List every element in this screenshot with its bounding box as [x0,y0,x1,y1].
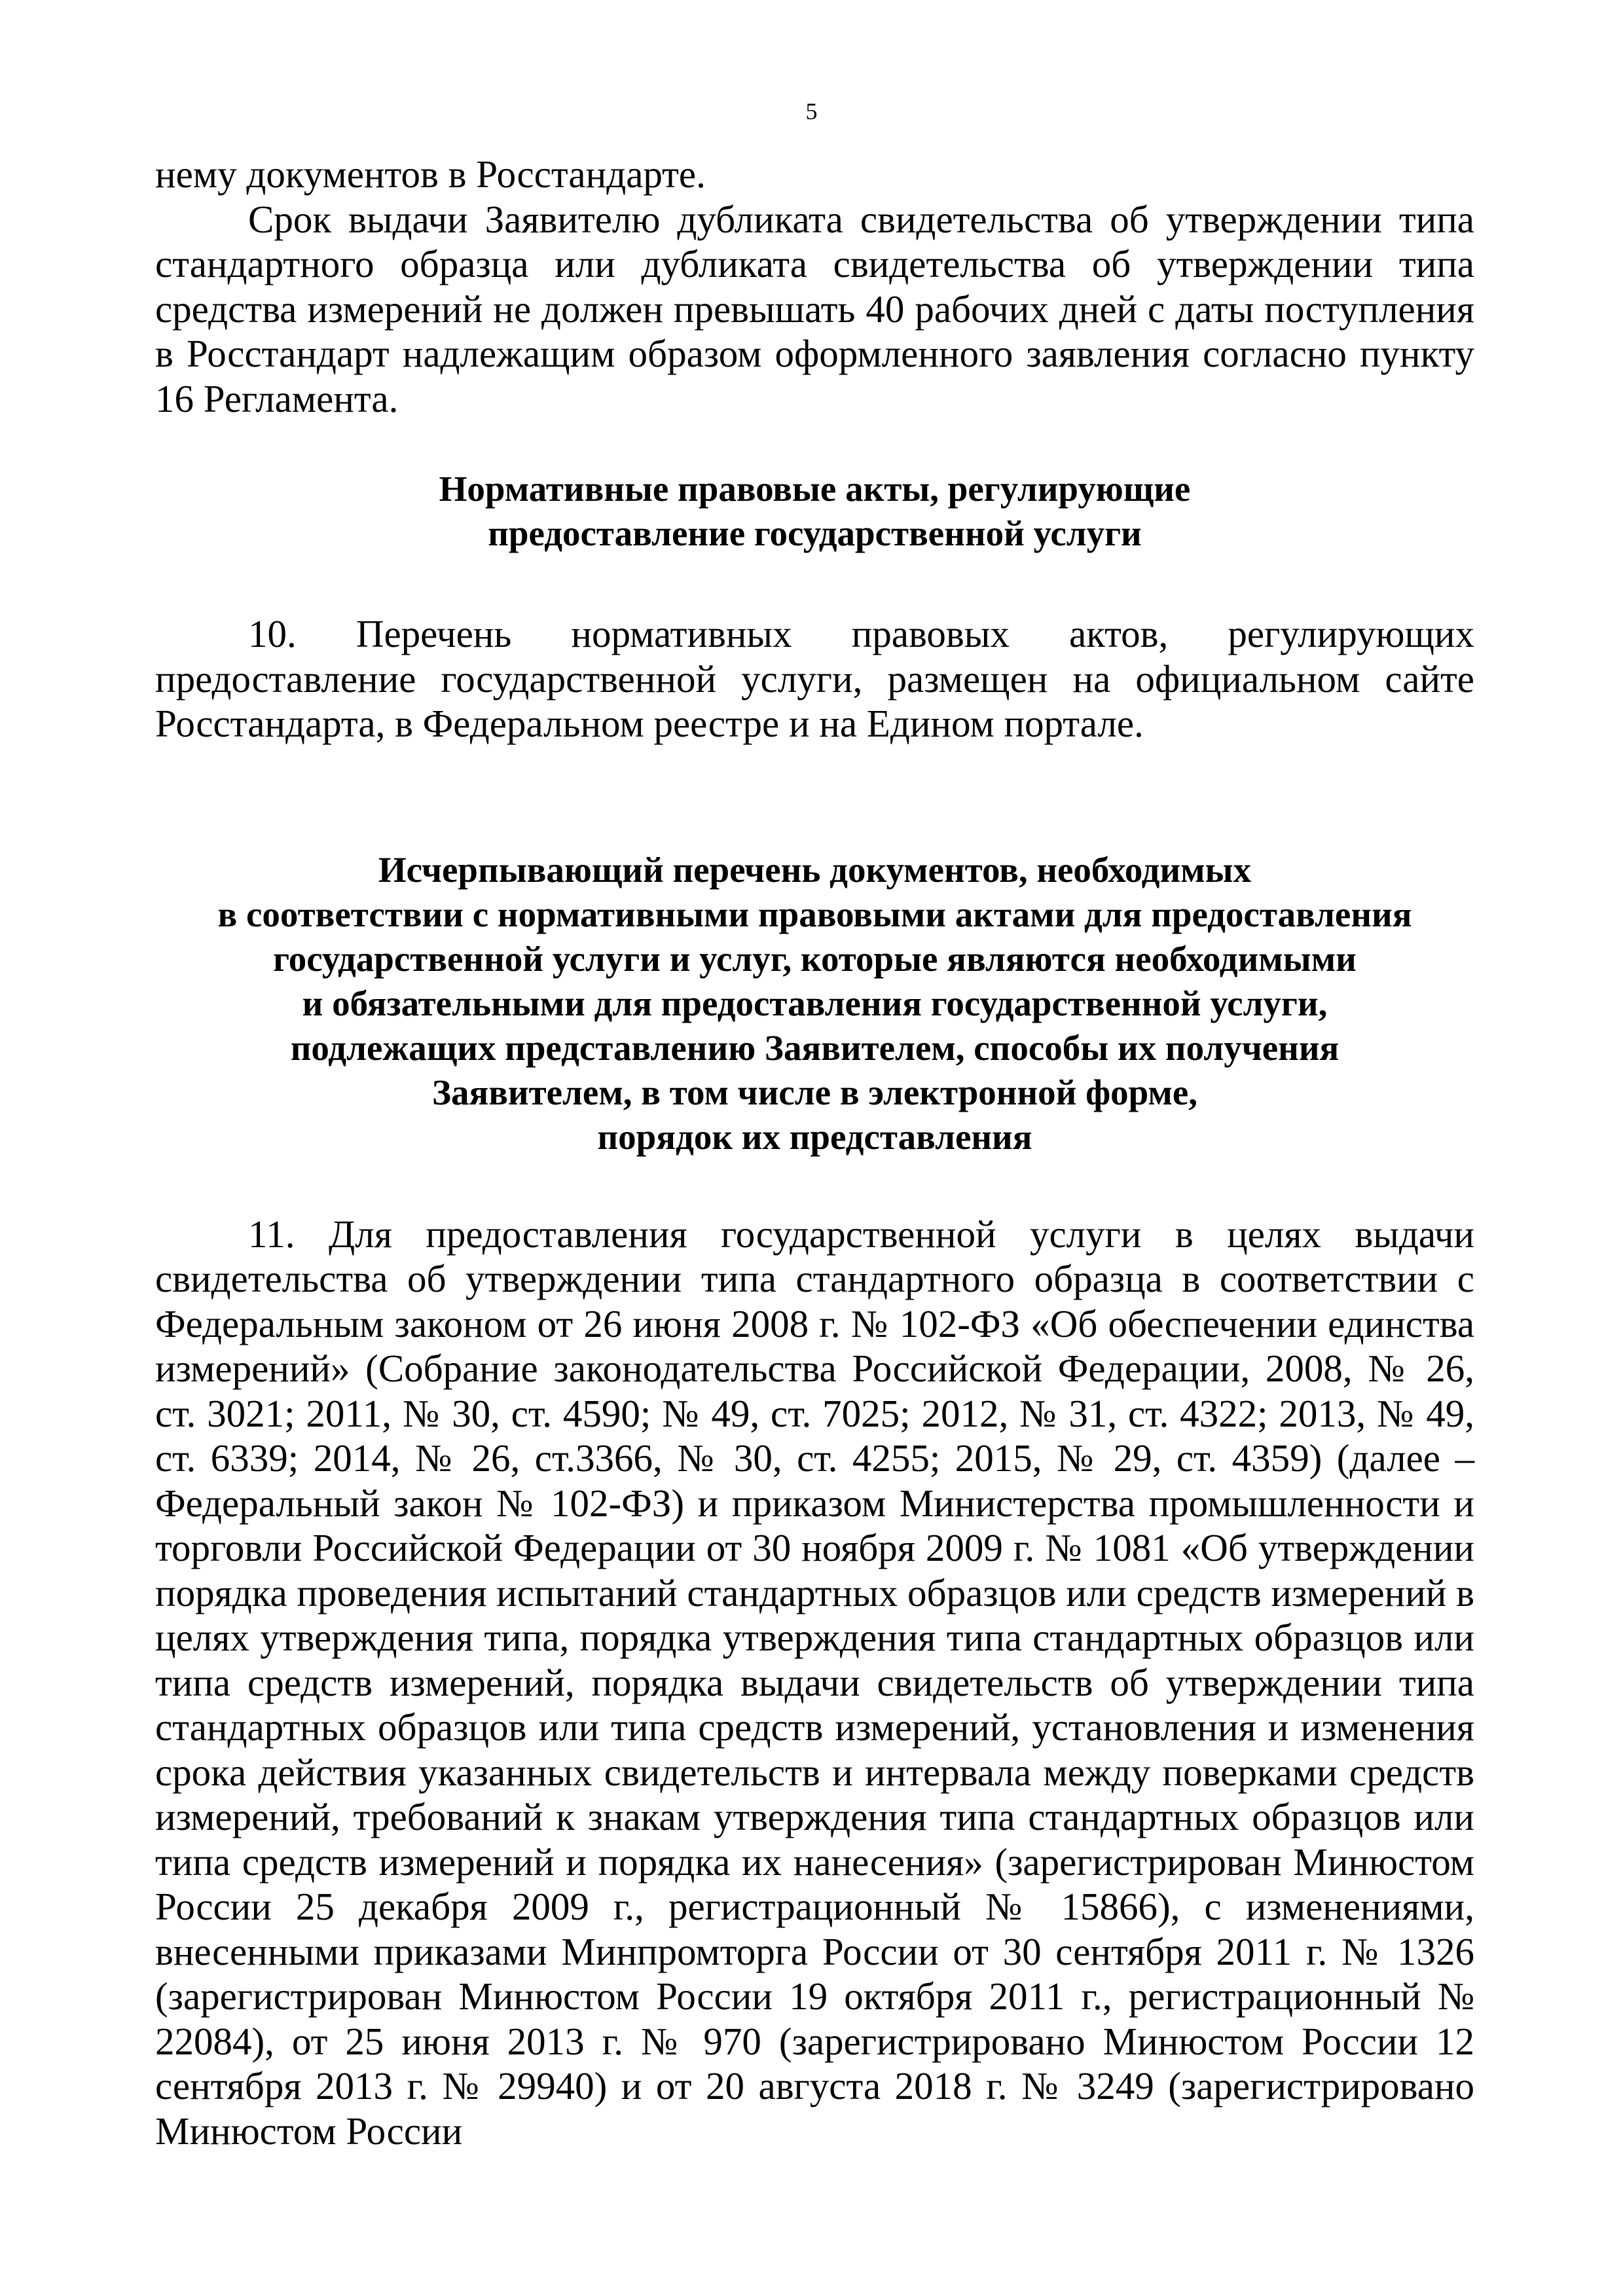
intro-continuation: нему документов в Росстандарте. [155,153,706,196]
heading-line: порядок их представления [597,1116,1032,1157]
heading-line: и обязательными для предоставления государственной услуги, [302,983,1328,1023]
heading-line: государственной услуги и услуг, которые являются необходимыми [273,938,1357,979]
paragraph-10: 10. Перечень нормативных правовых актов, регулирующих предоставление государственной услуги, размещен на официальном сайте Росстандарта, в Федеральном реестре и на Едином портале. [155,612,1474,745]
heading-line: в соответствии с нормативными правовыми актами для предоставления [217,894,1412,934]
heading-line: предоставление государственной услуги [488,513,1142,553]
document-body [155,152,1474,2153]
paragraph-11: 11. Для предоставления государственной услуги в целях выдачи свидетельства об утверждении типа стандартного образца в соответствии с Федеральным законом от 26 июня 2008 г. № 102-ФЗ «Об обеспечении единства измерений» (Собрание законодательства Российской Федерации, 2008, № 26, ст. 3021; 2011, № 30, ст. 4590; № 49, ст. 7025; 2012, № 31, ст. 4322; 2013, № 49, ст. 6339; 2014, № 26, ст.3366, № 30, ст. 4255; 2015, № 29, ст. 4359) (далее – Федеральный закон № 102-ФЗ) и приказом Министерства промышленности и торговли Российской Федерации от 30 ноября 2009 г. № 1081 «Об утверждении порядка проведения испытаний стандартных образцов или средств измерений в целях утверждения типа, порядка утверждения типа стандартных образцов или типа средств измерений, порядка выдачи свидетельств об утверждении типа стандартных образцов или типа средств измерений, установления и изменения срока действия указанных свидетельств и интервала между поверками средств измерений, требований к знакам утверждения типа стандартных образцов или типа средств измерений и порядка их нанесения» (зарегистрирован Минюстом России 25 декабря 2009 г., регистрационный № 15866), с изменениями, внесенными приказами Минпромторга России от 30 сентября 2011 г. № 1326 (зарегистрирован Минюстом России 19 октября 2011 г., регистрационный № 22084), от 25 июня 2013 г. № 970 (зарегистрировано Минюстом России 12 сентября 2013 г. № 29940) и от 20 августа 2018 г. № 3249 (зарегистрировано Минюстом России [155,1212,1474,2153]
spacer [155,421,1474,467]
heading-line: Нормативные правовые акты, регулирующие [439,469,1191,509]
heading-line: Исчерпывающий перечень документов, необходимых [378,849,1252,890]
spacer [155,1159,1474,1212]
heading-line: Заявителем, в том числе в электронной форме, [431,1072,1198,1112]
page-number: 5 [805,98,818,124]
heading-line: подлежащих представлению Заявителем, способы их получения [290,1027,1340,1068]
duplicate-term-paragraph: Срок выдачи Заявителю дубликата свидетельства об утверждении типа стандартного образца или дубликата свидетельства об утверждении типа средства измерений не должен превышать 40 рабочих дней с даты поступления в Росстандарт надлежащим образом оформленного заявления согласно пункту 16 Регламента. [155,197,1474,420]
spacer [155,746,1474,848]
spacer [155,556,1474,611]
documents-heading [155,848,1474,1159]
legal-acts-heading [155,467,1474,556]
